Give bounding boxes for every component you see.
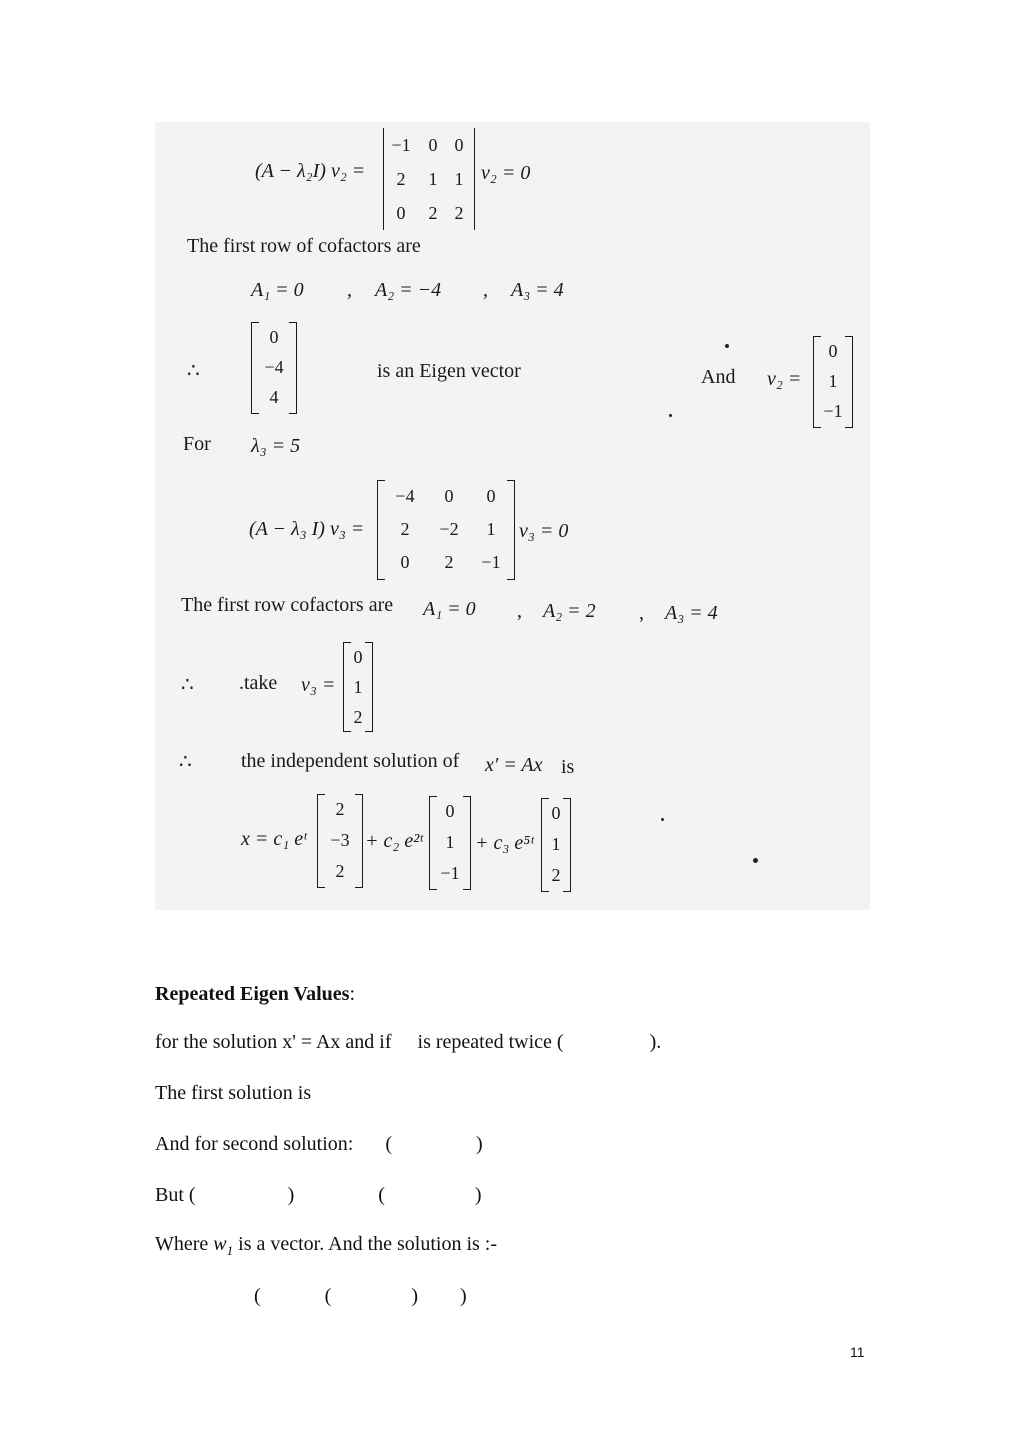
v3-label: v₃ =	[301, 674, 336, 696]
repeated-line-4	[155, 1184, 482, 1207]
matrix-cell: −3	[330, 830, 350, 850]
matrix-cell: 1	[454, 169, 464, 189]
separator: ,	[483, 279, 488, 301]
solution-vector-1	[317, 794, 363, 888]
eq1-lhs: (A − λ₂I) v₂ =	[255, 160, 366, 182]
solution-vector-2	[429, 796, 471, 890]
matrix-cell: 4	[269, 387, 279, 407]
matrix-cell: 0	[269, 327, 279, 347]
separator: ,	[639, 602, 644, 624]
separator: ,	[517, 600, 522, 622]
line3-open-paren: (	[385, 1133, 392, 1155]
cofactor2-a2: A₂ = 2	[543, 600, 596, 622]
eigen-vector-matrix	[251, 322, 297, 414]
matrix-cell: −4	[395, 486, 415, 506]
eq2-lhs: (A − λ₃ I) v₃ =	[249, 518, 365, 540]
eq1-matrix	[383, 128, 475, 230]
matrix-cell: 0	[396, 203, 406, 223]
cofactors-heading: The first row of cofactors are	[187, 235, 421, 257]
matrix-cell: 0	[454, 135, 464, 155]
line4-part-d: )	[474, 1184, 482, 1206]
repeated-line-6	[254, 1285, 467, 1308]
matrix-cell: 2	[396, 169, 406, 189]
matrix-cell: −1	[481, 552, 501, 572]
line6-part-d: )	[460, 1285, 467, 1307]
separator: ,	[347, 279, 352, 301]
matrix-cell: 2	[335, 861, 345, 881]
scan-speck	[669, 414, 672, 417]
matrix-cell: 2	[353, 707, 363, 727]
matrix-cell: 0	[486, 486, 496, 506]
line5-part-a: Where	[155, 1233, 209, 1255]
cofactor2-a1: A₁ = 0	[423, 598, 476, 620]
line6-part-c: )	[411, 1285, 419, 1307]
cofactors2-text: The first row cofactors are	[181, 594, 394, 616]
line3-close-paren: )	[475, 1133, 483, 1155]
matrix-cell: 2	[551, 865, 561, 885]
line6-part-a: (	[254, 1285, 261, 1307]
eq2-matrix	[377, 480, 515, 580]
indep-eq: x′ = Ax	[485, 754, 543, 776]
matrix-cell: 0	[444, 486, 454, 506]
matrix-cell: 1	[428, 169, 438, 189]
for-text: For	[183, 433, 211, 455]
matrix-cell: 2	[428, 203, 438, 223]
matrix-cell: 1	[486, 519, 496, 539]
matrix-cell: 0	[400, 552, 410, 572]
matrix-cell: 1	[828, 371, 838, 391]
solution-vector-3	[541, 798, 571, 892]
eigen-vector-text: is an Eigen vector	[377, 360, 521, 382]
repeated-line-5	[155, 1233, 497, 1259]
cofactor-a3: A₃ = 4	[511, 279, 564, 301]
lambda3-value: λ₃ = 5	[251, 435, 301, 457]
matrix-cell: 0	[428, 135, 438, 155]
v2-matrix	[813, 336, 853, 428]
repeated-line-2: The first solution is	[155, 1082, 312, 1104]
solution-term-3: + c₃ e⁵ᵗ	[475, 832, 534, 854]
solution-lhs: x = c₁ eᵗ	[241, 828, 307, 850]
matrix-cell: 1	[551, 834, 561, 854]
v3-matrix	[343, 642, 373, 732]
matrix-cell: −1	[391, 135, 411, 155]
matrix-cell: −1	[823, 401, 843, 421]
matrix-cell: 1	[445, 832, 455, 852]
matrix-cell: 2	[400, 519, 410, 539]
matrix-cell: −2	[439, 519, 459, 539]
take-text: .take	[239, 672, 278, 694]
matrix-cell: 2	[335, 799, 345, 819]
scan-speck	[661, 818, 664, 821]
repeated-line-3	[155, 1133, 483, 1156]
line6-part-b: (	[324, 1285, 332, 1307]
matrix-cell: 0	[551, 803, 561, 823]
line3-part-a: And for second solution:	[155, 1133, 354, 1155]
line1-part-b: is repeated twice (	[417, 1031, 564, 1053]
and-text: And	[701, 366, 736, 388]
page-number: 11	[850, 1344, 865, 1360]
line4-part-b: )	[287, 1184, 295, 1206]
therefore-symbol: ∴	[179, 751, 192, 773]
section-heading-colon: :	[349, 983, 356, 1005]
therefore-symbol: ∴	[187, 360, 200, 382]
line1-part-a: for the solution x' = Ax and if	[155, 1031, 392, 1053]
line4-part-a: But (	[155, 1184, 196, 1206]
cofactor-a2: A₂ = −4	[375, 279, 442, 301]
matrix-cell: 0	[828, 341, 838, 361]
matrix-cell: 2	[444, 552, 454, 572]
scan-speck	[753, 858, 758, 863]
matrix-cell: 2	[454, 203, 464, 223]
therefore-symbol: ∴	[181, 674, 194, 696]
matrix-cell: −1	[440, 863, 460, 883]
eq1-rhs: v₂ = 0	[481, 162, 531, 184]
matrix-cell: 0	[353, 647, 363, 667]
v2-label: v₂ =	[767, 368, 802, 390]
indep-is: is	[561, 756, 575, 778]
matrix-cell: 1	[353, 677, 363, 697]
section-heading-text: Repeated Eigen Values	[155, 983, 350, 1005]
line4-part-c: (	[378, 1184, 385, 1206]
scan-speck	[725, 344, 729, 348]
line5-w: w	[213, 1233, 227, 1255]
indep-text: the independent solution of	[241, 750, 460, 772]
line1-part-c: ).	[649, 1031, 662, 1053]
repeated-line-1	[155, 1031, 661, 1054]
line5-w-sub: 1	[226, 1243, 234, 1258]
solution-term-2: + c₂ e²ᵗ	[365, 830, 423, 852]
cofactor-a1: A₁ = 0	[251, 279, 304, 301]
matrix-cell: −4	[264, 357, 284, 377]
section-heading	[155, 983, 355, 1006]
line5-part-b: is a vector. And the solution is :-	[238, 1233, 498, 1255]
eq2-rhs: v₃ = 0	[519, 520, 569, 542]
scanned-math-image	[155, 122, 870, 910]
cofactor2-a3: A₃ = 4	[665, 602, 718, 624]
matrix-cell: 0	[445, 801, 455, 821]
